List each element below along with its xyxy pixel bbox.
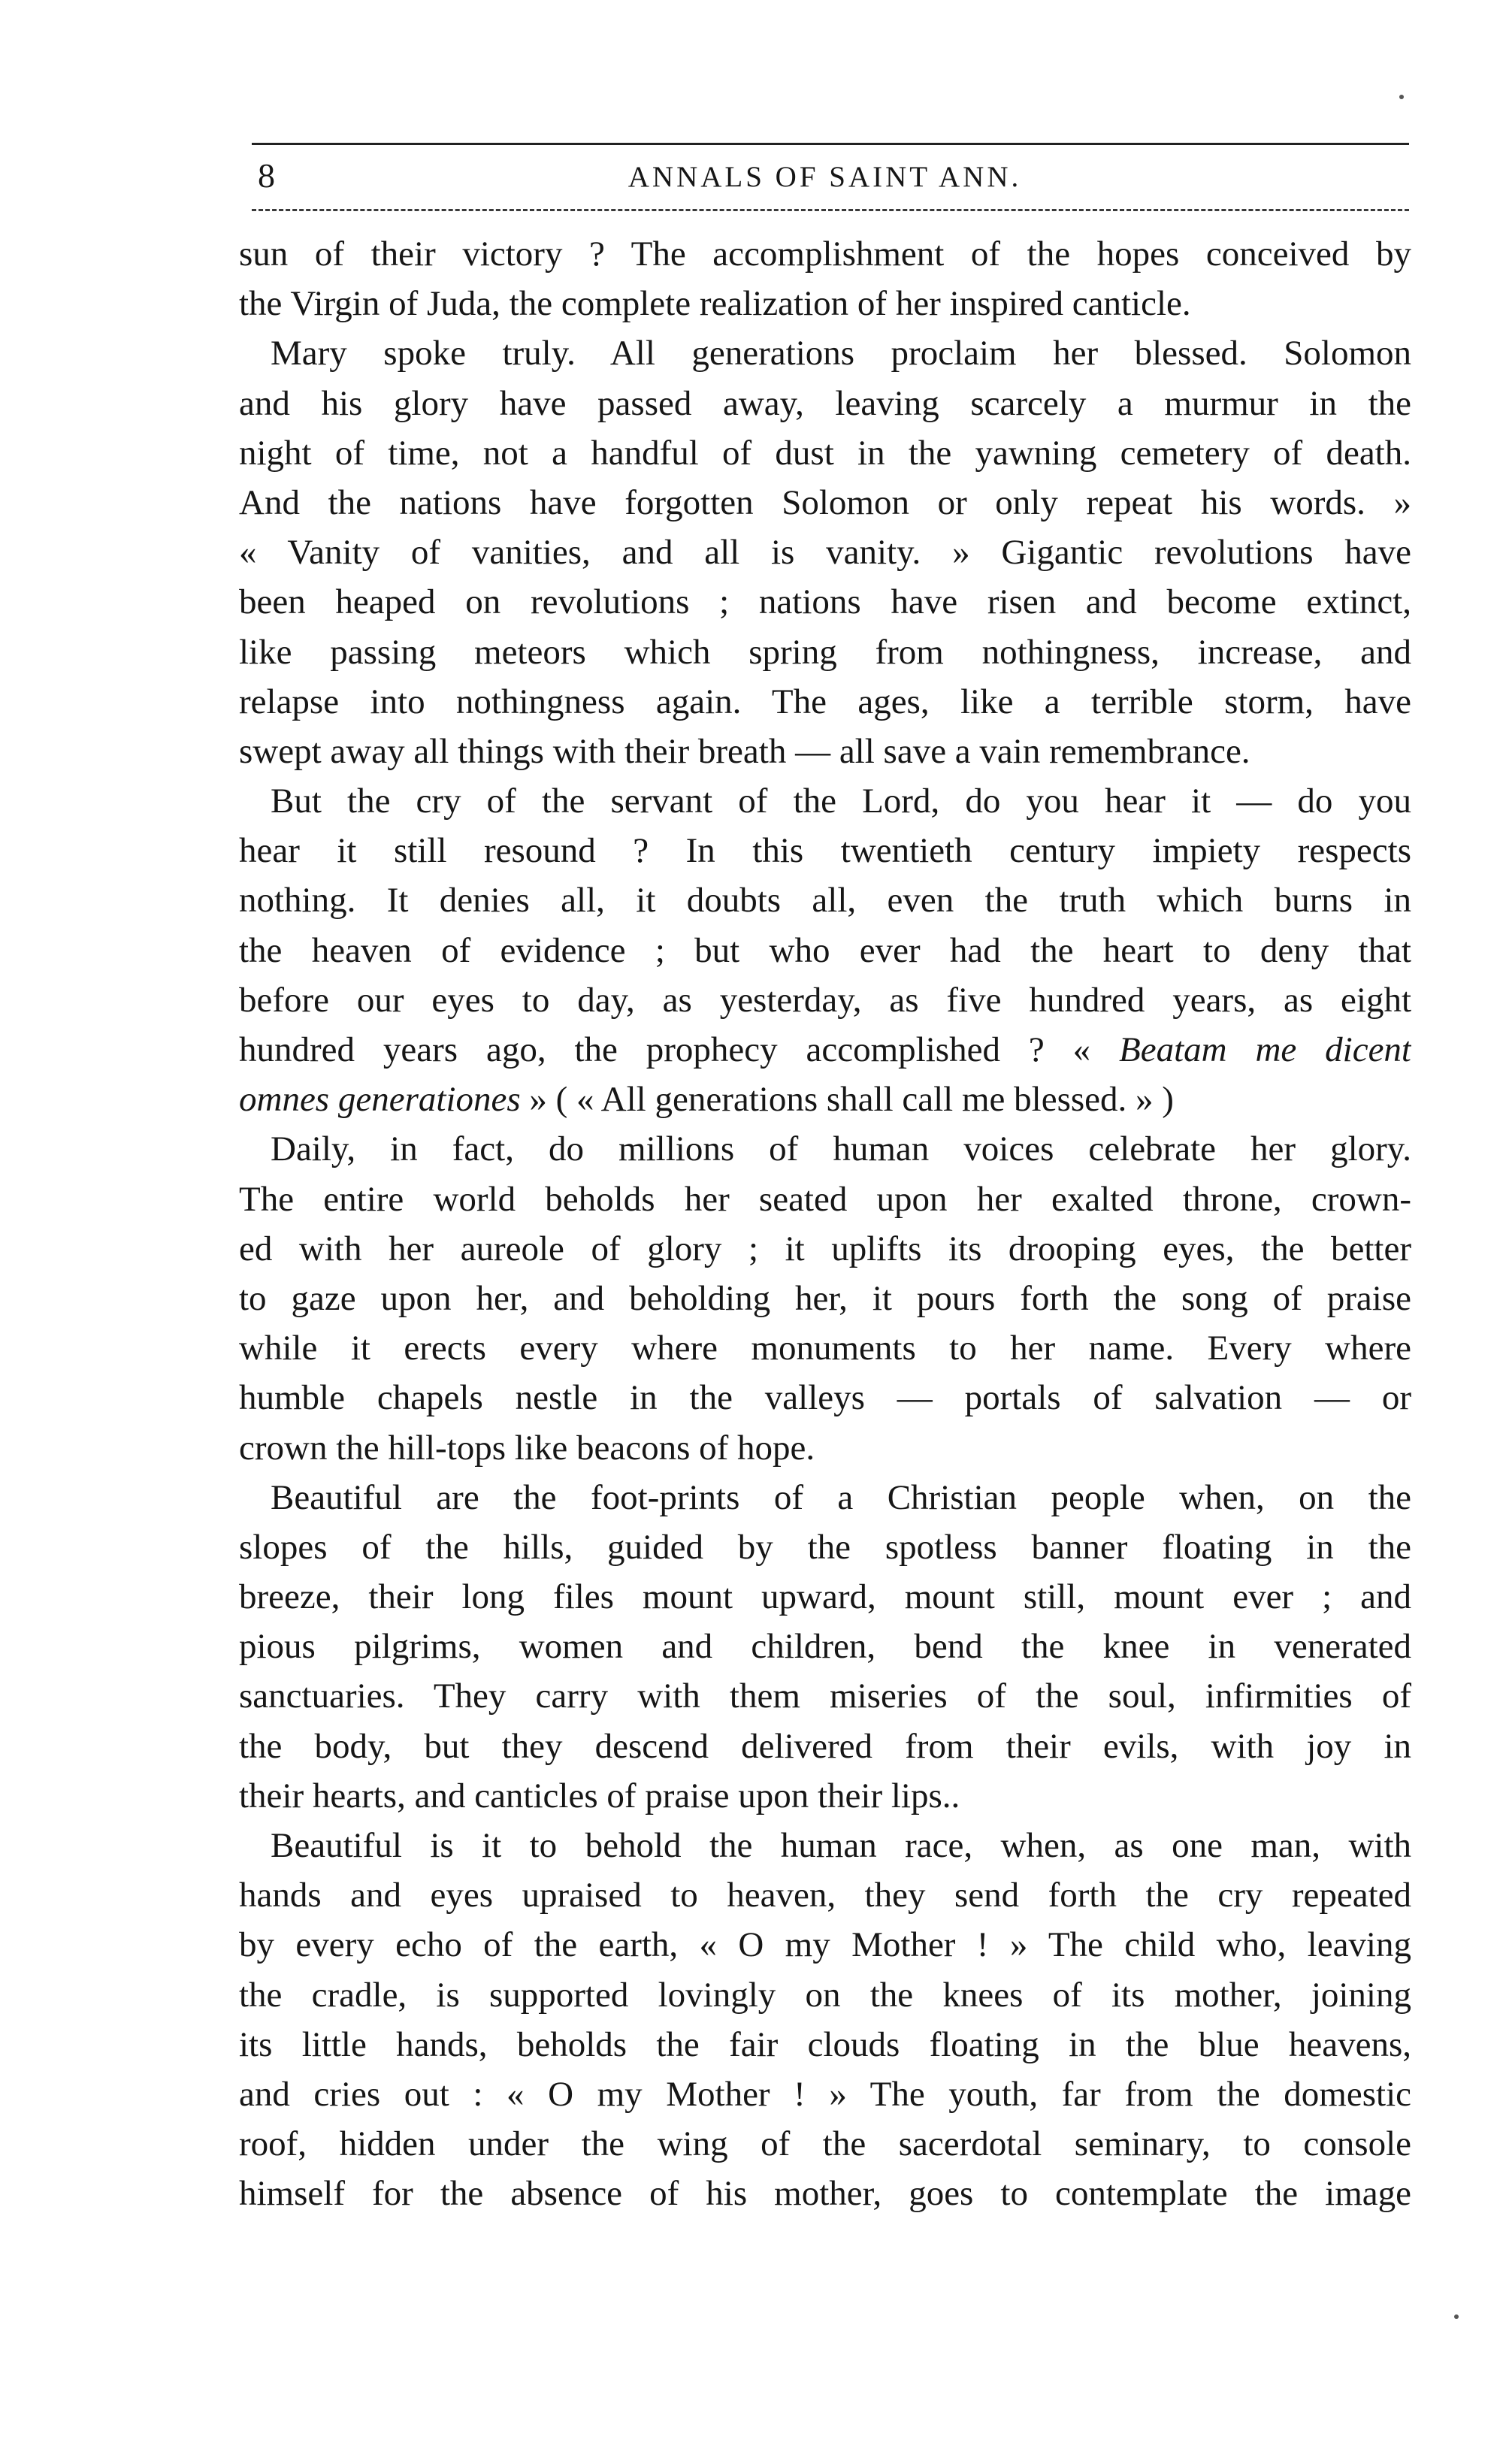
page-number: 8 bbox=[258, 156, 275, 195]
text-line: been heaped on revolutions ; nations have risen and become extinct, bbox=[239, 582, 1411, 622]
text-line: night of time, not a handful of dust in the yawning cemetery of death. bbox=[239, 433, 1411, 473]
text-line: the Virgin of Juda, the complete realization of her inspired canticle. bbox=[239, 284, 1191, 324]
text-line: like passing meteors which spring from nothingness, increase, and bbox=[239, 632, 1411, 672]
page-header bbox=[252, 154, 1398, 207]
text-line: relapse into nothingness again. The ages, like a terrible storm, have bbox=[239, 682, 1411, 721]
text-line: hundred years ago, the prophecy accomplished ? « Beatam me dicent bbox=[239, 1030, 1411, 1069]
text-line: Beautiful are the foot-prints of a Christian people when, on the bbox=[271, 1477, 1411, 1517]
text-line: pious pilgrims, women and children, bend the knee in venerated bbox=[239, 1627, 1411, 1667]
text-line: omnes generationes » ( « All generations shall call me blessed. » ) bbox=[239, 1080, 1174, 1120]
margin-speck bbox=[1454, 2314, 1459, 2319]
header-top-rule bbox=[252, 143, 1409, 145]
text-line: himself for the absence of his mother, goes to contemplate the image bbox=[239, 2174, 1411, 2214]
text-line: sanctuaries. They carry with them miseries of the soul, infirmities of bbox=[239, 1676, 1411, 1716]
text-line: breeze, their long files mount upward, mount still, mount ever ; and bbox=[239, 1577, 1411, 1617]
running-title: ANNALS OF SAINT ANN. bbox=[628, 161, 1022, 193]
text-line: Beautiful is it to behold the human race, when, as one man, with bbox=[271, 1826, 1411, 1865]
text-line: crown the hill-tops like beacons of hope. bbox=[239, 1428, 815, 1468]
text-line: humble chapels nestle in the valleys — portals of salvation — or bbox=[239, 1378, 1411, 1418]
text-line: « Vanity of vanities, and all is vanity. » Gigantic revolutions have bbox=[239, 533, 1411, 573]
text-line: the cradle, is supported lovingly on the knees of its mother, joining bbox=[239, 1975, 1411, 2015]
text-line: ed with her aureole of glory ; it uplifts its drooping eyes, the better bbox=[239, 1229, 1411, 1268]
text-line: Mary spoke truly. All generations proclaim her blessed. Solomon bbox=[271, 334, 1411, 373]
text-line: by every echo of the earth, « O my Mother ! » The child who, leaving bbox=[239, 1925, 1411, 1965]
text-line: Daily, in fact, do millions of human voices celebrate her glory. bbox=[271, 1129, 1411, 1169]
text-line: And the nations have forgotten Solomon or only repeat his words. » bbox=[239, 482, 1411, 522]
header-bottom-rule bbox=[252, 209, 1409, 211]
text-line: The entire world beholds her seated upon her exalted throne, crown- bbox=[239, 1179, 1411, 1219]
text-line: roof, hidden under the wing of the sacerdotal seminary, to console bbox=[239, 2124, 1411, 2164]
latin-quotation: Beatam me dicent bbox=[1119, 1030, 1411, 1069]
text-line: the body, but they descend delivered from their evils, with joy in bbox=[239, 1726, 1411, 1766]
text-line: nothing. It denies all, it doubts all, even the truth which burns in bbox=[239, 881, 1411, 921]
margin-speck bbox=[1399, 95, 1404, 99]
latin-quotation: omnes generationes bbox=[239, 1080, 521, 1120]
text-line: and cries out : « O my Mother ! » The youth, far from the domestic bbox=[239, 2074, 1411, 2114]
text-line: sun of their victory ? The accomplishment of the hopes conceived by bbox=[239, 234, 1411, 274]
text-line: swept away all things with their breath — all save a vain remembrance. bbox=[239, 731, 1250, 771]
text-line: hands and eyes upraised to heaven, they send forth the cry repeated bbox=[239, 1876, 1411, 1915]
text-line: slopes of the hills, guided by the spotless banner floating in the bbox=[239, 1527, 1411, 1567]
text-line: But the cry of the servant of the Lord, do you hear it — do you bbox=[271, 782, 1411, 821]
text-line: hear it still resound ? In this twentieth century impiety respects bbox=[239, 831, 1411, 871]
text-line: while it erects every where monuments to her name. Every where bbox=[239, 1329, 1411, 1368]
text-line: before our eyes to day, as yesterday, as five hundred years, as eight bbox=[239, 980, 1411, 1020]
text-line: the heaven of evidence ; but who ever had the heart to deny that bbox=[239, 930, 1411, 970]
body-text bbox=[239, 229, 1411, 2219]
text-line: its little hands, beholds the fair clouds floating in the blue heavens, bbox=[239, 2024, 1411, 2064]
text-line: to gaze upon her, and beholding her, it pours forth the song of praise bbox=[239, 1278, 1411, 1318]
text-line: and his glory have passed away, leaving scarcely a murmur in the bbox=[239, 383, 1411, 423]
text-line: their hearts, and canticles of praise upon their lips.. bbox=[239, 1776, 960, 1815]
